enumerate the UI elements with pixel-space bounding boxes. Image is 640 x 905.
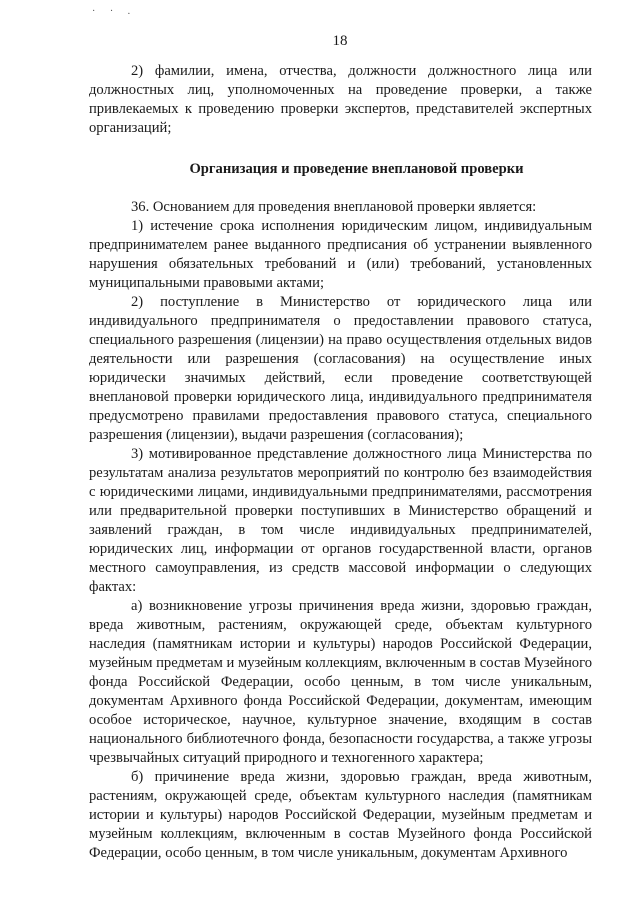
document-body bbox=[89, 62, 592, 863]
paragraph-36-item-3a: а) возникновение угрозы причинения вреда жизни, здоровью граждан, вреда животным, растениям, окружающей среде, объектам культурного наследия (памятникам истории и культуры) народов Российской Федерации, музейным предметам и музейным коллекциям, включенным в состав Музейного фонда Российской Федерации, особо ценным, в том числе уникальным, документам Архивного фонда Российской Федерации, документам, имеющим особое историческое, научное, культурное значение, входящим в состав национального библиотечного фонда, безопасности государства, а также угрозы чрезвычайных ситуаций природного и техногенного характера; bbox=[89, 598, 592, 766]
paragraph-36-item-2: 2) поступление в Министерство от юридического лица или индивидуального предпринимателя о предоставлении правового статуса, специального разрешения (лицензии) на право осуществления отдельных видов деятельности или разрешения (согласования) на осуществление иных юридически значимых действий, если проведение соответствующей внеплановой проверки юридического лица, индивидуального предпринимателя предусмотрено правилами предоставления правового статуса, специального разрешения (лицензии), выдачи разрешения (согласования); bbox=[89, 294, 592, 443]
paragraph-36-item-3: 3) мотивированное представление должностного лица Министерства по результатам анализа результатов мероприятий по контролю без взаимодействия с юридическими лицами, индивидуальными предпринимателями, рассмотрения или предварительной проверки поступивших в Министерство обращений и заявлений граждан, в том числе индивидуальных предпринимателей, юридических лиц, информации от органов государственной власти, органов местного самоуправления, из средств массовой информации о следующих фактах: bbox=[89, 446, 592, 595]
paragraph-36-intro: 36. Основанием для проведения внеплановой проверки является: bbox=[131, 199, 537, 215]
paragraph-36-item-3b: б) причинение вреда жизни, здоровью граждан, вреда животным, растениям, окружающей среде, объектам культурного наследия (памятникам истории и культуры) народов Российской Федерации, музейным предметам и музейным коллекциям, включенным в состав Музейного фонда Российской Федерации, особо ценным, в том числе уникальным, документам Архивного bbox=[89, 769, 592, 861]
paragraph-36-item-1: 1) истечение срока исполнения юридическим лицом, индивидуальным предпринимателем ранее выданного предписания об устранении выявленного нарушения обязательных требований и (или) требований, установленных муниципальными правовыми актами; bbox=[89, 218, 592, 291]
scan-marks: · · . bbox=[92, 6, 137, 17]
paragraph-item-2-continued: 2) фамилии, имена, отчества, должности должностного лица или должностных лиц, уполномоченных на проведение проверки, а также привлекаемых к проведению проверки экспертов, представителей экспертных организаций; bbox=[89, 63, 592, 136]
section-heading: Организация и проведение внеплановой проверки bbox=[189, 161, 524, 177]
page-number: 18 bbox=[332, 33, 348, 49]
